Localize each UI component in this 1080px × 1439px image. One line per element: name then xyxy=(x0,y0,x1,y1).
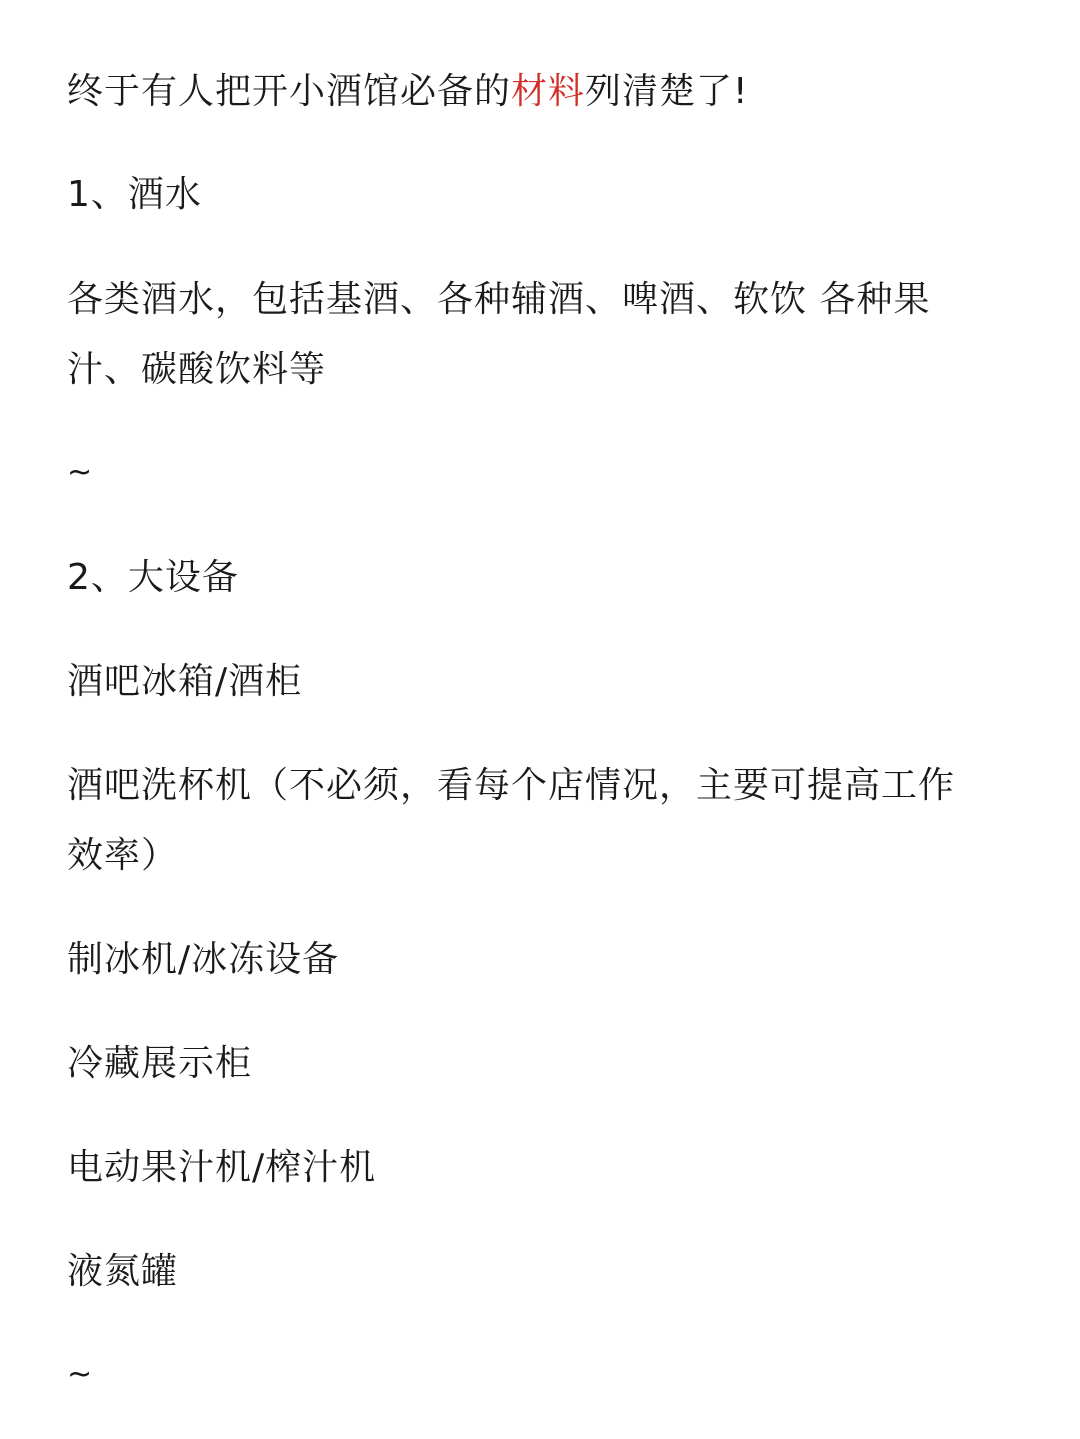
section-heading-drinks: 1、酒水 xyxy=(67,174,202,215)
headline-text-after: 列清楚了! xyxy=(585,71,749,112)
section-heading-equipment: 2、大设备 xyxy=(67,557,239,598)
equipment-item-ice-machine: 制冰机/冰冻设备 xyxy=(67,939,340,980)
separator-2: ~ xyxy=(67,1357,94,1392)
equipment-item-glass-washer-line-2: 效率） xyxy=(67,835,179,876)
equipment-item-juicer: 电动果汁机/榨汁机 xyxy=(67,1147,377,1188)
headline-highlight: 材料 xyxy=(511,71,586,112)
headline-text-before: 终于有人把开小酒馆必备的 xyxy=(67,71,512,112)
equipment-item-display-cooler: 冷藏展示柜 xyxy=(67,1043,253,1084)
drinks-description-line-1: 各类酒水，包括基酒、各种辅酒、啤酒、软饮 各种果 xyxy=(67,279,931,320)
equipment-item-glass-washer-line-1: 酒吧洗杯机（不必须，看每个店情况，主要可提高工作 xyxy=(67,765,956,806)
equipment-item-bar-fridge: 酒吧冰箱/酒柜 xyxy=(67,661,303,702)
drinks-description-line-2: 汁、碳酸饮料等 xyxy=(67,349,327,390)
separator-1: ~ xyxy=(67,455,94,490)
equipment-item-liquid-nitrogen-tank: 液氮罐 xyxy=(67,1251,179,1292)
headline xyxy=(67,57,748,127)
